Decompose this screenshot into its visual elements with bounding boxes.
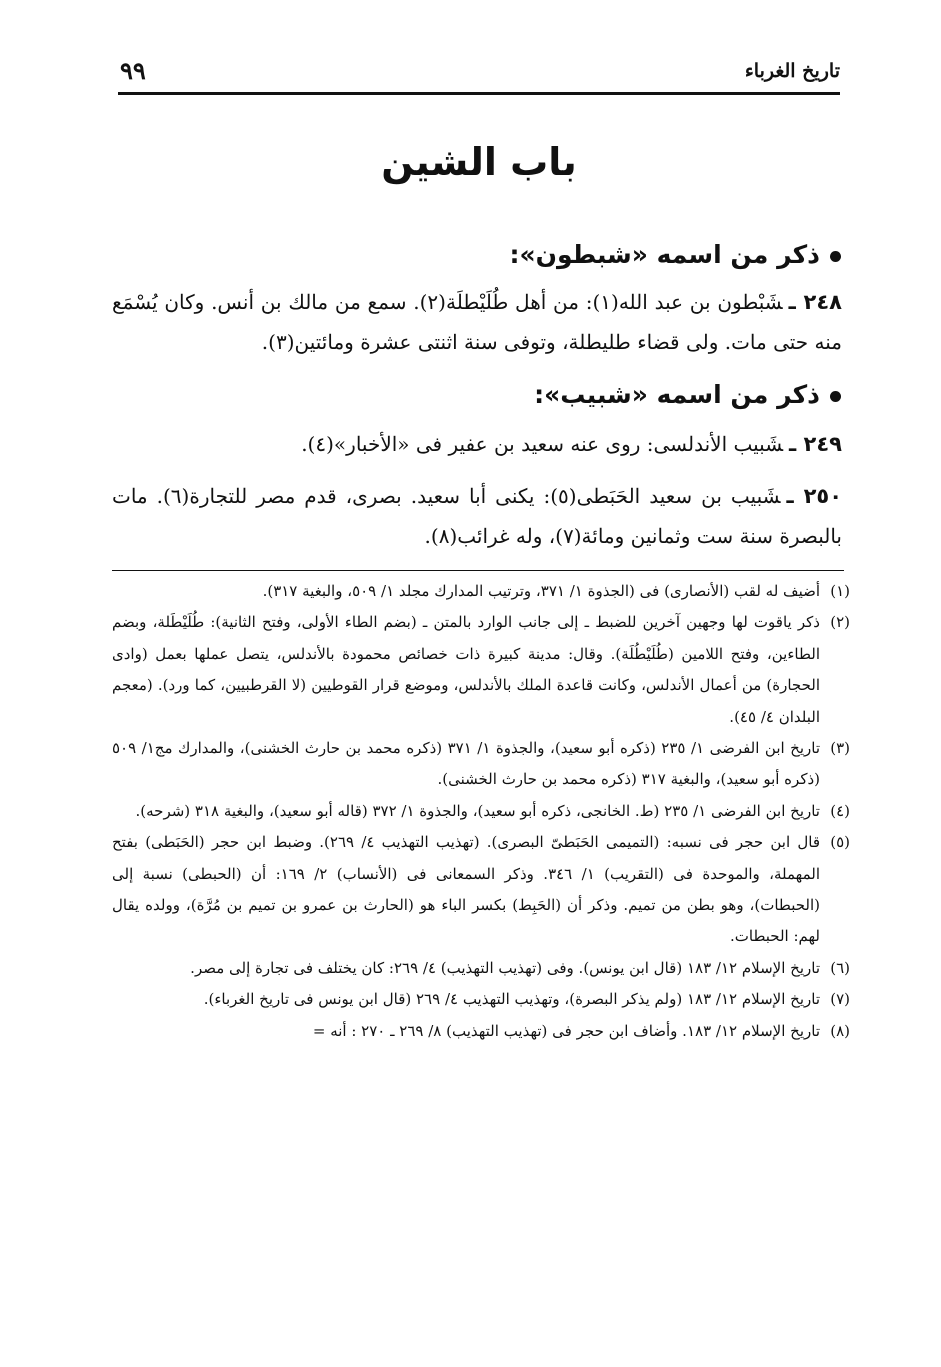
footnotes <box>112 576 850 1047</box>
footnote-number: (٧) <box>830 990 850 1009</box>
entry-text: شَبْطون بن عبد الله(١): من أهل طُلَيْطلَة(٢). سمع من مالك بن أنس. وكان يُسْمَع منه حتى مات. ولى قضاء طليطلة، وتوفى سنة اثنتى عشرة ومائتين(٣). <box>112 290 842 354</box>
page-header <box>118 52 840 95</box>
footnote-number: (٣) <box>830 739 850 758</box>
entry-text: شَبيب الأندلسى: روى عنه سعيد بن عفير فى «الأخبار»(٤). <box>301 432 784 456</box>
footnote <box>112 796 850 827</box>
footnote-separator <box>112 570 844 571</box>
entry-248 <box>112 282 842 362</box>
entry-249 <box>112 424 842 464</box>
section-heading-text: ذكر من اسمه «شبطون»: <box>509 240 820 269</box>
footnote-number: (٥) <box>830 833 850 852</box>
footnote-text: تاريخ الإسلام ١٢/ ١٨٣ (ولم يذكر البصرة)، وتهذيب التهذيب ٤/ ٢٦٩ (قال ابن يونس فى تاريخ الغرباء). <box>203 990 820 1009</box>
section-heading-shabtun <box>509 240 841 269</box>
entry-250 <box>112 476 842 556</box>
footnote <box>112 733 850 796</box>
page-number: ٩٩ <box>120 56 146 85</box>
footnote-number: (٨) <box>830 1021 850 1040</box>
section-heading-shabib <box>534 380 841 409</box>
section-heading-text: ذكر من اسمه «شبيب»: <box>534 380 820 409</box>
entry-number: ٢٤٩ ـ <box>789 432 842 456</box>
footnote <box>112 953 850 984</box>
footnote <box>112 827 850 953</box>
bullet-icon <box>830 391 841 402</box>
footnote-text: تاريخ الإسلام ١٢/ ١٨٣. وأضاف ابن حجر فى (تهذيب التهذيب) ٨/ ٢٦٩ ـ ٢٧٠ : أنه = <box>312 1021 820 1040</box>
footnote-number: (٤) <box>830 801 850 820</box>
footnote-text: تاريخ ابن الفرضى ١/ ٢٣٥ (ط. الخانجى، ذكره أبو سعيد)، والجذوة ١/ ٣٧٢ (قاله أبو سعيد)، والبغية ٣١٨ (شرحه). <box>135 801 820 820</box>
footnote-text: تاريخ ابن الفرضى ١/ ٢٣٥ (ذكره أبو سعيد)، والجذوة ١/ ٣٧١ (ذكره محمد بن حارث الخشنى)، والمدارك مج١/ ٥٠٩ (ذكره أبو سعيد)، والبغية ٣١٧ (ذكره محمد بن حارث الخشنى). <box>112 739 820 789</box>
footnote <box>112 607 850 733</box>
footnote <box>112 576 850 607</box>
chapter-title: باب الشين <box>381 140 577 184</box>
bullet-icon <box>830 251 841 262</box>
footnote-number: (١) <box>830 582 850 600</box>
footnote-text: أضيف له لقب (الأنصارى) فى (الجذوة ١/ ٣٧١، وترتيب المدارك مجلد ١/ ٥٠٩، والبغية ٣١٧). <box>262 582 820 600</box>
entry-text: شَبيب بن سعيد الحَبَطى(٥): يكنى أبا سعيد. بصرى، قدم مصر للتجارة(٦). مات بالبصرة سنة ست وثمانين ومائة(٧)، وله غرائب(٨). <box>112 484 842 548</box>
entry-number: ٢٥٠ ـ <box>786 484 843 508</box>
footnote-text: ذكر ياقوت لها وجهين آخرين للضبط ـ إلى جانب الوارد بالمتن ـ (بضم الطاء الأولى، وفتح الثانية): طُلَيْطَلة، وبضم الطاءين، وفتح اللامين (طُلَيْطُلَة). وقال: مدينة كبيرة ذات خصائص محمودة بالأندلس، يتصل عملها بعمل (وادى الحجارة) من أعمال الأندلس، وكانت قاعدة الملك بالأندلس، وموضع قرار القوطيين (لا القرطبيين، كما ورد). (معجم البلدان ٤/ ٤٥). <box>112 613 820 726</box>
footnote-number: (٢) <box>830 613 850 632</box>
footnote-text: قال ابن حجر فى نسبه: (التميمى الحَبَطىّ البصرى). (تهذيب التهذيب ٤/ ٢٦٩). وضبط ابن حجر (الحَبَطى) بفتح المهملة، والموحدة فى (التقريب) ١/ ٣٤٦. وذكر السمعانى فى (الأنساب) ٢/ ١٦٩: أن (الحبطى) نسبة إلى (الحبطات)، وهو بطن من تميم. وذكر أن (الحَبِط) بكسر الباء هو (الحارث بن عمرو بن تميم بن مُرَّة)، وولده يقال لهم: الحبطات. <box>112 833 820 946</box>
entry-number: ٢٤٨ ـ <box>788 290 842 314</box>
footnote <box>112 1016 850 1047</box>
footnote <box>112 984 850 1015</box>
footnote-number: (٦) <box>830 958 850 977</box>
footnote-text: تاريخ الإسلام ١٢/ ١٨٣ (قال ابن يونس). وفى (تهذيب التهذيب) ٤/ ٢٦٩: كان يختلف فى تجارة إلى مصر. <box>190 958 820 977</box>
running-title: تاريخ الغرباء <box>744 60 840 82</box>
